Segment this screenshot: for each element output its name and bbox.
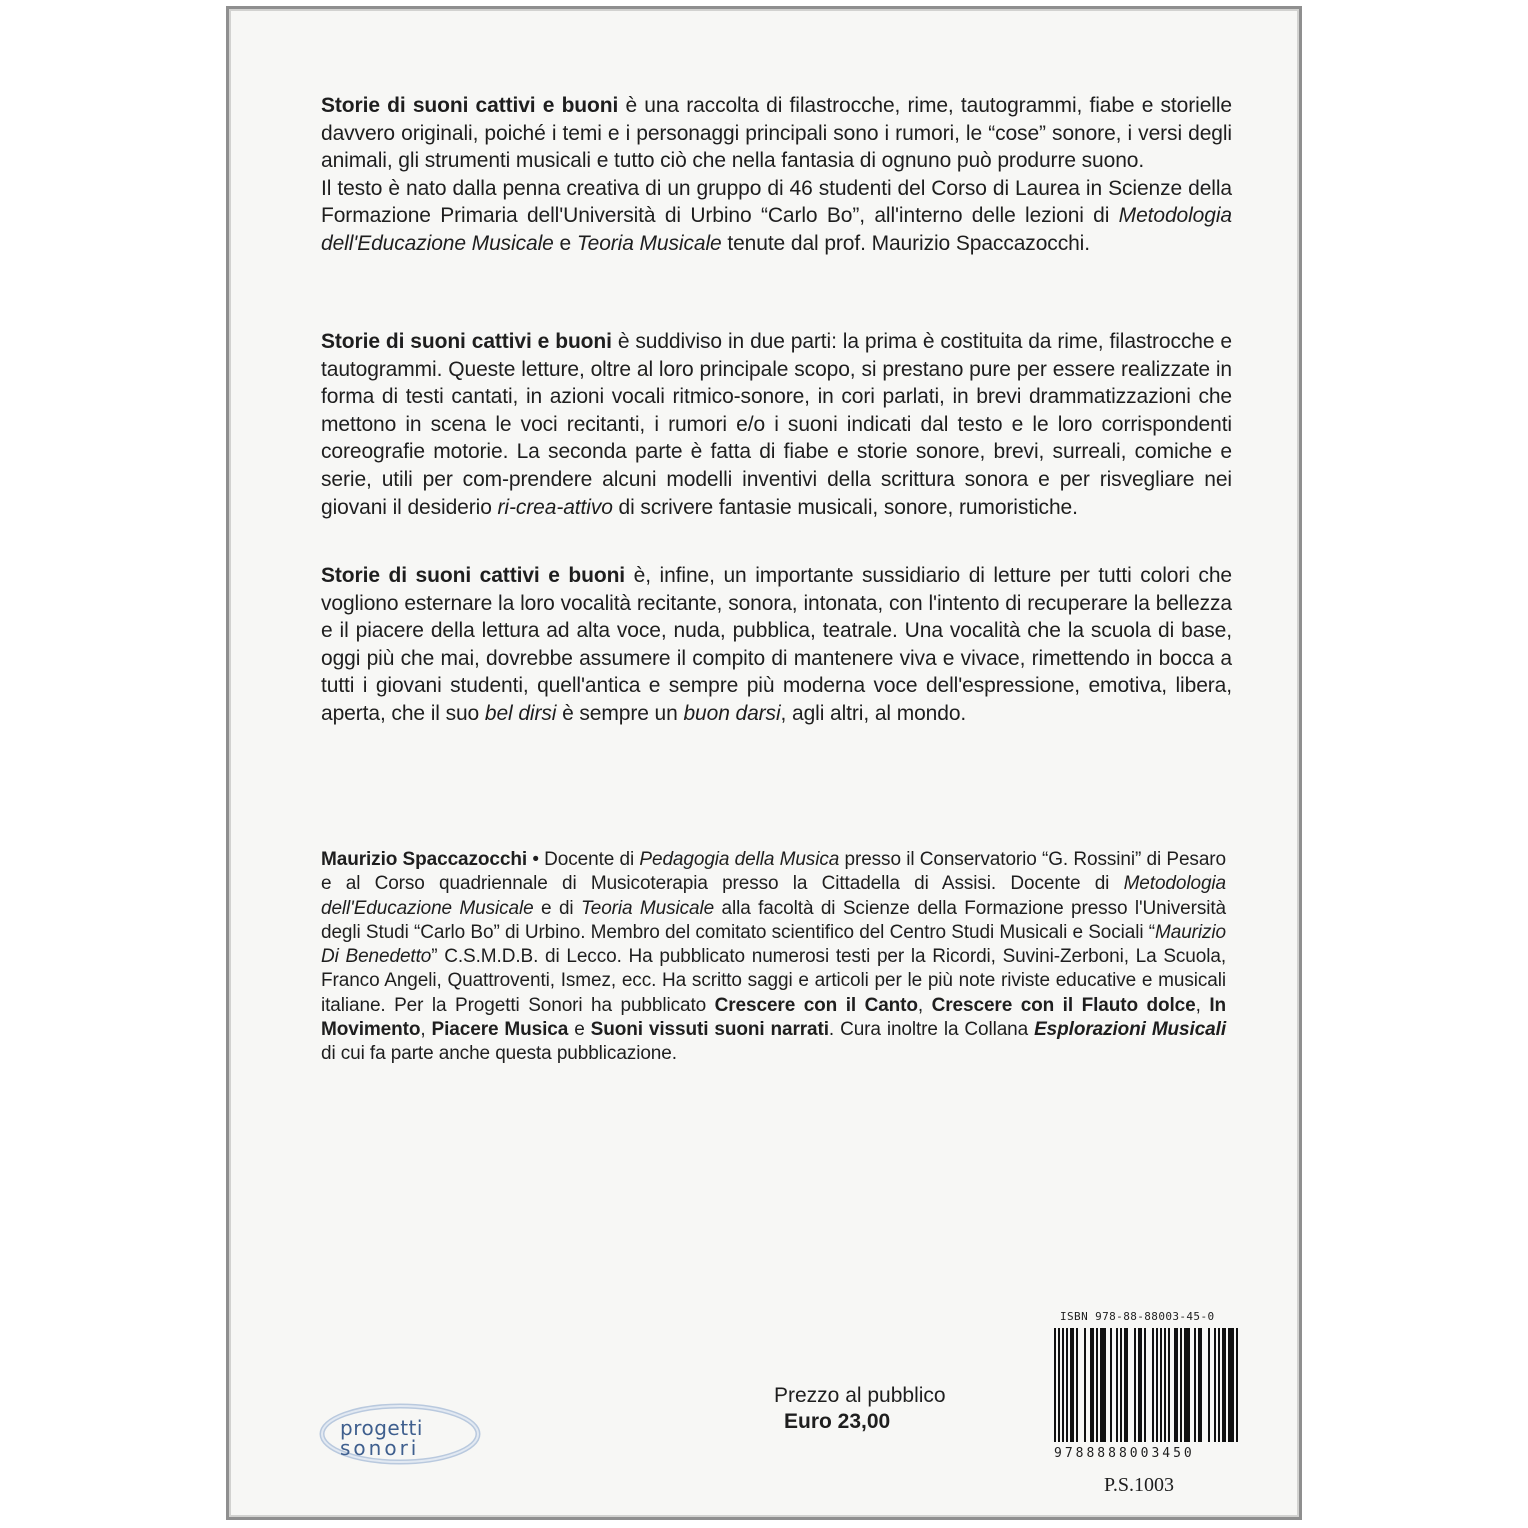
barcode-bar <box>1208 1328 1210 1442</box>
barcode-bar <box>1100 1328 1106 1442</box>
italic-segment: Teoria Musicale <box>576 231 722 255</box>
author-bio <box>321 848 1226 1067</box>
barcode-bar <box>1124 1328 1128 1442</box>
barcode-bar <box>1090 1328 1094 1442</box>
italic-segment: Maurizio Di Benedetto <box>321 921 1226 968</box>
barcode-bar <box>1160 1328 1162 1442</box>
text-segment: di cui fa parte anche questa pubblicazione. <box>321 1043 677 1065</box>
logo-text-line2: sonori <box>340 1436 420 1460</box>
text-segment: , <box>420 1019 432 1041</box>
text-segment: è suddiviso in due parti: la prima è costituita da rime, filastrocche e tautogrammi. Queste letture, oltre al loro principale scopo, si prestano pure per essere realizzate in forma di testi cantati, in azioni vocali ritmico-sonore, in cori parlati, in brevi drammatizzazioni che mettono in scena le voci recitanti, i rumori e/o i suoni indicati dal testo e le loro corrispondenti coreografie motorie. La seconda parte è fatta di fiabe e storie sonore, brevi, surreali, comiche e serie, utili per com-prendere alcuni modelli inventivi della scrittura sonora e per risvegliare nei giovani il desiderio <box>321 330 1233 519</box>
text-segment: • Docente di <box>527 849 640 870</box>
barcode-bar <box>1058 1328 1060 1442</box>
barcode-bar <box>1138 1328 1142 1442</box>
barcode-bar <box>1194 1328 1196 1442</box>
text-segment: è una raccolta di filastrocche, rime, tautogrammi, fiabe e storielle davvero originali, poiché i temi e i personaggi principali sono i rumori, le “cose” sonore, i versi degli animali, gli strumenti musicali e tutto ciò che nella fantasia di ognuno può produrre suono. <box>321 94 1232 173</box>
book-reference: Crescere con il Canto <box>714 994 918 1016</box>
text-segment: , <box>1195 994 1210 1016</box>
barcode-bar <box>1116 1328 1118 1442</box>
book-reference: In Movimento <box>321 994 1226 1041</box>
italic-segment: Metodologia dell'Educazione Musicale <box>321 204 1232 255</box>
barcode-bar <box>1198 1328 1202 1442</box>
barcode-bar <box>1076 1328 1078 1442</box>
barcode-bar <box>1164 1328 1166 1442</box>
barcode-bar <box>1096 1328 1098 1442</box>
text-segment: è, infine, un importante sussidiario di letture per tutti colori che vogliono esternare la loro vocalità recitante, sonora, intonata, con l'intento di recuperare la bellezza e il piacere della lettura ad alta voce, nuda, pubblica, teatrale. Una vocalità che la scuola di base, oggi più che mai, dovrebbe assumere il compito di mantenere viva e vivace, rimettendo in bocca a tutti i giovani studenti, quell'antica e sempre più moderna voce dell'espressione, emotiva, libera, aperta, che il suo <box>321 564 1232 725</box>
barcode-bar <box>1054 1328 1056 1442</box>
barcode-bar <box>1070 1328 1074 1442</box>
series-name: Esplorazioni Musicali <box>1034 1019 1226 1041</box>
book-reference: Crescere con il Flauto dolce <box>931 994 1196 1016</box>
book-title: Storie di suoni cattivi e buoni <box>321 330 612 353</box>
price-label: Prezzo al pubblico <box>774 1384 946 1407</box>
text-segment: e <box>553 231 577 255</box>
description-paragraph-3 <box>321 562 1232 728</box>
barcode-bar <box>1180 1328 1182 1442</box>
text-segment: , agli altri, al mondo. <box>780 701 967 725</box>
text-segment: ” C.S.M.D.B. di Lecco. Ha pubblicato numerosi testi per la Ricordi, Suvini-Zerboni, La Scuola, Franco Angeli, Quattroventi, Ismez, ecc. Ha scritto saggi e articoli per le più note riviste educative e musicali italiane. Per la Progetti Sonori ha pubblicato <box>321 946 1227 1016</box>
barcode-bar <box>1236 1328 1238 1442</box>
text-segment: , <box>917 994 932 1016</box>
text-segment: e <box>568 1019 591 1041</box>
barcode-bar <box>1120 1328 1122 1442</box>
text-segment: presso il Conservatorio “G. Rossini” di Pesaro e al Corso quadriennale di Musicoterapia presso la Cittadella di Assisi. Docente di <box>321 849 1226 895</box>
description-paragraph-2 <box>321 328 1232 521</box>
barcode-bar <box>1218 1328 1220 1442</box>
ean-digits: 9788888003450 <box>1054 1446 1195 1461</box>
barcode-bar <box>1152 1328 1154 1442</box>
text-segment: tenute dal prof. Maurizio Spaccazocchi. <box>721 231 1090 255</box>
italic-segment: buon darsi <box>683 701 781 725</box>
author-name: Maurizio Spaccazocchi <box>321 849 528 870</box>
barcode-bar <box>1228 1328 1234 1442</box>
barcode-bar <box>1156 1328 1158 1442</box>
publisher-logo <box>314 1398 482 1468</box>
barcode <box>1046 1326 1246 1454</box>
barcode-bar <box>1222 1328 1226 1442</box>
book-title: Storie di suoni cattivi e buoni <box>321 94 619 117</box>
text-segment: . Cura inoltre la Collana <box>828 1019 1035 1041</box>
barcode-bar <box>1214 1328 1216 1442</box>
description-paragraph-1 <box>321 92 1232 258</box>
price-value: Euro 23,00 <box>784 1410 891 1433</box>
italic-segment: Metodologia dell'Educazione Musicale <box>321 873 1226 919</box>
barcode-icon <box>1046 1326 1246 1454</box>
text-segment: alla facoltà di Scienze della Formazione presso l'Università degli Studi “Carlo Bo” di Urbino. Membro del comitato scientifico del Centro Studi Musicali e Sociali “ <box>321 897 1226 943</box>
barcode-bar <box>1168 1328 1170 1442</box>
barcode-bar <box>1174 1328 1178 1442</box>
logo-text-line1: progetti <box>340 1416 423 1440</box>
barcode-bar <box>1110 1328 1112 1442</box>
italic-segment: Teoria Musicale <box>580 897 715 919</box>
text-segment: di scrivere fantasie musicali, sonore, rumoristiche. <box>612 495 1078 519</box>
catalog-code: P.S.1003 <box>1104 1474 1175 1496</box>
book-reference: Piacere Musica <box>431 1019 569 1041</box>
book-reference: Suoni vissuti suoni narrati <box>590 1019 829 1041</box>
isbn-text: ISBN 978-88-88003-45-0 <box>1060 1310 1215 1323</box>
text-segment: e di <box>533 897 581 919</box>
italic-segment: ri-crea-attivo <box>497 495 613 519</box>
barcode-bar <box>1144 1328 1146 1442</box>
italic-segment: Pedagogia della Musica <box>639 849 840 870</box>
barcode-bar <box>1134 1328 1136 1442</box>
barcode-bar <box>1084 1328 1086 1442</box>
barcode-bar <box>1184 1328 1190 1442</box>
book-title: Storie di suoni cattivi e buoni <box>321 564 626 587</box>
barcode-bar <box>1062 1328 1064 1442</box>
text-segment: è sempre un <box>556 701 684 725</box>
barcode-bar <box>1066 1328 1068 1442</box>
text-segment: Il testo è nato dalla penna creativa di un gruppo di 46 studenti del Corso di Laurea in Scienze della Formazione Primaria dell'Università di Urbino “Carlo Bo”, all'interno delle lezioni di <box>321 176 1232 228</box>
italic-segment: bel dirsi <box>484 701 557 725</box>
